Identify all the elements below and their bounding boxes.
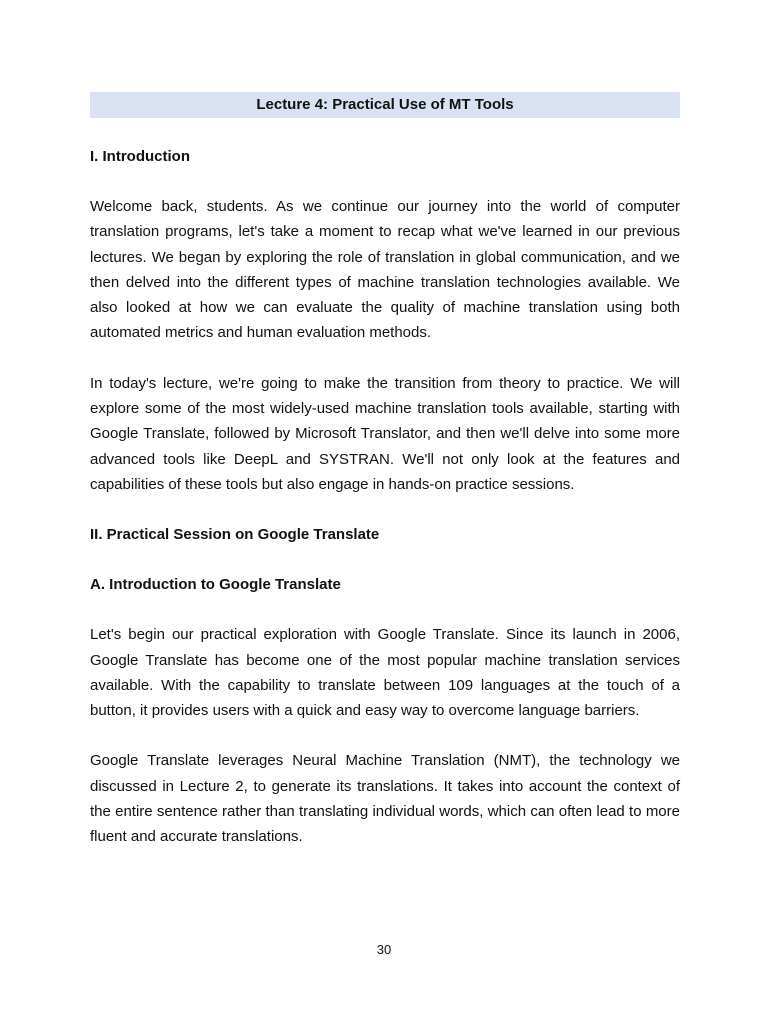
section-heading-introduction: I. Introduction: [90, 148, 190, 165]
page-number: 30: [376, 942, 392, 957]
subsection-heading-google-translate: A. Introduction to Google Translate: [90, 576, 341, 594]
paragraph-intro-2: In today's lecture, we're going to make the transition from theory to practice. We will explore some of the most widely-used machine translation tools available, starting with Google Translate, followed by Microsoft Translator, and then we'll delve into some more advanced tools like DeepL and SYSTRAN. We'll not only look at the features and capabilities of these tools but also engage in hands-on practice sessions.: [90, 374, 680, 493]
document-title: Lecture 4: Practical Use of MT Tools: [90, 92, 680, 118]
section-heading-practical-session: II. Practical Session on Google Translate: [90, 526, 380, 544]
document-page: [90, 92, 680, 850]
paragraph-google-translate-2: Google Translate leverages Neural Machine Translation (NMT), the technology we discussed in Lecture 2, to generate its translations. It takes into account the context of the entire sentence rather than translating individual words, which can often lead to more fluent and accurate translations.: [90, 752, 680, 846]
paragraph-google-translate-1: Let's begin our practical exploration with Google Translate. Since its launch in 2006, Google Translate has become one of the most popular machine translation services available. With the capability to translate between 109 languages at the touch of a button, it provides users with a quick and easy way to overcome language barriers.: [90, 626, 680, 720]
paragraph-intro-1: Welcome back, students. As we continue our journey into the world of computer translation programs, let's take a moment to recap what we've learned in our previous lectures. We began by exploring the role of translation in global communication, and we then delved into the different types of machine translation technologies available. We also looked at how we can evaluate the quality of machine translation using both automated metrics and human evaluation methods.: [90, 198, 680, 342]
